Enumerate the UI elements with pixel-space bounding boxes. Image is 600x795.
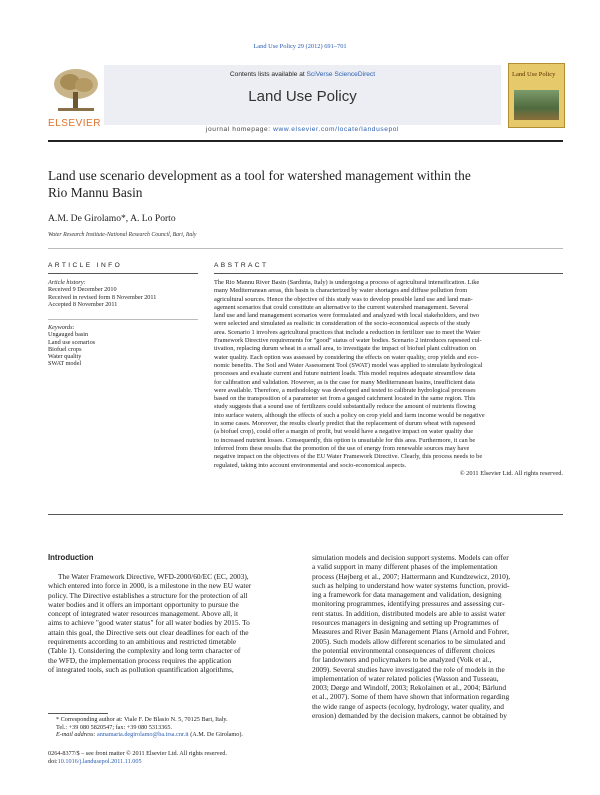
abstract-body bbox=[214, 279, 563, 478]
abstract-line: many Mediterranean areas, this basin is characterized by water shortages and diffuse pollution from bbox=[214, 287, 468, 295]
intro-line: requirements according to an ambitious and restricted timetable bbox=[48, 637, 237, 647]
footnote-tel: Tel.: +39 080 5820547; fax: +39 080 5313365. bbox=[56, 723, 173, 731]
intro-line: the wide range of aspects (ecology, hydrology, water quality, and bbox=[312, 701, 504, 711]
abstract-line: to increased nutrient losses. Consequently, this option is unsuitable for this area. Furthermore, it can be bbox=[214, 436, 476, 444]
history-received: Received 9 December 2010 bbox=[48, 286, 117, 294]
intro-line: such as helping to understand how water systems function, provid- bbox=[312, 580, 510, 590]
intro-line: monitoring programmes, identifying pressures and assessing cur- bbox=[312, 599, 505, 609]
abstract-line: processes and evaluate current and future nutrient loads. This model requires adequate streamflow data bbox=[214, 370, 476, 378]
article-history bbox=[48, 279, 198, 308]
intro-line: rent status. In addition, distributed models are able to assist water bbox=[312, 608, 506, 618]
journal-name: Land Use Policy bbox=[248, 88, 357, 105]
email-label: E-mail address: bbox=[56, 731, 98, 739]
intro-line: implementation of water related policies (Wasson and Tusseau, bbox=[312, 673, 499, 683]
intro-line: 2009). Several studies have investigated the role of models in the bbox=[312, 664, 505, 674]
cover-title: Land Use Policy bbox=[512, 71, 556, 78]
contents-text: Contents lists available at bbox=[229, 71, 307, 78]
email-link[interactable]: annamaria.degirolamo@ba.irsa.cnr.it bbox=[97, 731, 189, 739]
intro-line: the WFD, the implementation process requires the application bbox=[48, 655, 232, 665]
abstract-line: were available. Therefore, a methodology was developed and tested to calibrate hydrological processes bbox=[214, 386, 476, 394]
journal-reference: Land Use Policy 29 (2012) 691–701 bbox=[253, 43, 347, 50]
keyword-item: Land use scenarios bbox=[48, 338, 96, 346]
abstract-line: Framework Directive requirements for "good" status of water bodies. Scenario 2 introduces rapeseed cul- bbox=[214, 337, 482, 345]
issn-line: 0264-8377/$ – see front matter © 2011 Elsevier Ltd. All rights reserved. bbox=[48, 750, 227, 757]
article-title-line-1: Land use scenario development as a tool for watershed management within the bbox=[48, 168, 471, 183]
history-accepted: Accepted 8 November 2011 bbox=[48, 300, 118, 308]
abstract-line: regulated, taking into account environmental and socio-economical aspects. bbox=[214, 461, 407, 469]
intro-line: a valid support in many different phases of the implementation bbox=[312, 562, 498, 572]
history-revised: Received in revised form 8 November 2011 bbox=[48, 293, 157, 301]
intro-line: (Table 1). Considering the complexity and long term character of bbox=[48, 646, 241, 656]
journal-cover-thumbnail[interactable] bbox=[508, 63, 565, 128]
abstract-line: in some cases. Moreover, the results clearly predict that the replacement of durum wheat with rapeseed bbox=[214, 420, 476, 428]
abstract-line: nomic benefits. The Soil and Water Assessment Tool (SWAT) model was applied to simulate hydrological bbox=[214, 361, 483, 369]
intro-heading: Introduction bbox=[48, 553, 94, 562]
intro-right-column bbox=[312, 553, 563, 720]
abstract-line: water quality. Each option was assessed by considering the effects on water quality, crop yields and eco- bbox=[214, 353, 479, 361]
affiliation-rule bbox=[48, 248, 563, 249]
authors: A.M. De Girolamo*, A. Lo Porto bbox=[48, 213, 176, 224]
abstract-line: study suggests that a sound use of fertilizers could substantially reduce the amount of nutrients flowing bbox=[214, 403, 476, 411]
intro-line: water bodies and it offers an important opportunity to pursue the bbox=[48, 599, 239, 609]
front-matter bbox=[48, 750, 348, 765]
keywords-label: Keywords: bbox=[48, 324, 75, 331]
keyword-item: Ungauged basin bbox=[48, 331, 89, 339]
intro-line: which entered into force in 2000, is a milestone in the new EU water bbox=[48, 581, 252, 591]
abstract-line: for calibration and validation. However, as is the case for many Mediterranean basins, insufficient data bbox=[214, 378, 475, 386]
intro-line: ing a framework for data management and validation, designing bbox=[312, 590, 502, 600]
elsevier-wordmark: ELSEVIER bbox=[48, 118, 101, 129]
abstract-rule bbox=[214, 273, 563, 274]
article-title-line-2: Rio Mannu Basin bbox=[48, 185, 143, 200]
contents-line bbox=[104, 71, 501, 78]
abstract-line: agement scenarios that could constitute an alternative to the current watershed management. Several bbox=[214, 303, 469, 311]
homepage-link[interactable]: www.elsevier.com/locate/landusepol bbox=[273, 126, 400, 133]
intro-line: the potential environmental consequences of different choices bbox=[312, 645, 495, 655]
footnote-rule bbox=[48, 713, 108, 714]
intro-left-column bbox=[48, 572, 298, 674]
intro-line: process (Højberg et al., 2007; Hattermann and Kundzewicz, 2010), bbox=[312, 571, 511, 581]
intro-line: 2003; Dørge and Windolf, 2003; Rekolainen et al., 2004; Bärlund bbox=[312, 683, 507, 693]
article-info-heading: ARTICLE INFO bbox=[48, 262, 123, 269]
intro-line: The Water Framework Directive, WFD-2000/60/EC (EC, 2003), bbox=[58, 572, 249, 581]
intro-line: resources managers in designing and setting up Programmes of bbox=[312, 618, 499, 628]
intro-line: attain this goal, the Directive sets out clear deadlines for each of the bbox=[48, 627, 249, 637]
abstract-line: negative impact on the objectives of the EU Water Framework Directive. Clearly, this process needs to be bbox=[214, 453, 483, 461]
doi-link[interactable]: 10.1016/j.landusepol.2011.11.005 bbox=[57, 757, 142, 765]
intro-line: policy. The Directive establishes a structure for the protection of all bbox=[48, 590, 248, 600]
abstract-line: into surface waters, although the effects of such a policy on crop yield and farm income would be negative bbox=[214, 411, 485, 419]
intro-line: of integrated tools, such as pollution quantification algorithms, bbox=[48, 664, 234, 674]
keyword-item: Biofuel crops bbox=[48, 345, 82, 353]
doi-line bbox=[48, 758, 348, 766]
intro-line: et al., 2007). Some of them have shown that information regarding bbox=[312, 692, 510, 702]
history-rule bbox=[48, 319, 198, 320]
homepage-label: journal homepage: bbox=[205, 126, 274, 133]
email-suffix: (A.M. De Girolamo). bbox=[188, 731, 243, 739]
intro-line: aims to achieve "good water status" for all water bodies by 2015. To bbox=[48, 618, 250, 628]
abstract-heading: ABSTRACT bbox=[214, 262, 269, 269]
sciencedirect-link[interactable]: SciVerse ScienceDirect bbox=[306, 71, 376, 78]
abstract-line: area. Scenario 1 involves agricultural practices that include a reduction in fertilizer use to meet the Water bbox=[214, 328, 481, 336]
copyright: © 2011 Elsevier Ltd. All rights reserved. bbox=[459, 469, 563, 477]
affiliation: Water Research Institute-National Research Council, Bari, Italy bbox=[48, 232, 197, 238]
article-info-rule bbox=[48, 273, 198, 274]
cover-photo bbox=[514, 90, 559, 120]
header-rule bbox=[48, 140, 563, 142]
intro-line: simulation models and decision support systems. Models can offer bbox=[312, 553, 509, 562]
footnote-corresponding: * Corresponding author at: Viale F. De Blasio N. 5, 70125 Bari, Italy. bbox=[56, 716, 228, 723]
abstract-line: The Rio Mannu River Basin (Sardinia, Italy) is undergoing a process of agricultural intensification. Like bbox=[214, 279, 480, 286]
abstract-bottom-rule bbox=[48, 514, 563, 515]
homepage-line bbox=[104, 126, 501, 133]
keywords bbox=[48, 324, 198, 368]
abstract-line: inferred from these results that the promotion of the use of energy from renewable sources may have bbox=[214, 444, 470, 452]
abstract-line: (a biofuel crop), could offer a margin of profit, but would have a negative impact on water quality due bbox=[214, 428, 474, 436]
intro-line: 2005). Such models allow different scenarios to be simulated and bbox=[312, 636, 506, 646]
elsevier-tree-logo bbox=[48, 66, 104, 114]
keyword-item: Water quality bbox=[48, 353, 82, 361]
intro-line: concept of integrated water resources management. Above all, it bbox=[48, 609, 239, 619]
doi-label: doi: bbox=[48, 757, 58, 765]
article-title bbox=[48, 167, 471, 201]
abstract-line: tivation, replacing durum wheat in a small area, to investigate the impact of biofuel plant cultivation on bbox=[214, 345, 477, 353]
abstract-line: based on the transposition of a parameter set from a gauged catchment located in the same region. This bbox=[214, 395, 476, 403]
footnote-email bbox=[48, 731, 303, 739]
intro-line: Measures and River Basin Management Plans (Arnold and Fohrer, bbox=[312, 627, 509, 637]
keyword-item: SWAT model bbox=[48, 360, 82, 368]
footnotes bbox=[48, 716, 303, 739]
history-label: Article history: bbox=[48, 279, 86, 286]
abstract-line: land use and land management scenarios were formulated and analyzed with local stakeholders, and two bbox=[214, 312, 480, 320]
abstract-line: were selected and simulated as realistic in consideration of the socio-economical aspects of the study bbox=[214, 320, 471, 328]
abstract-line: agricultural sources. Hence the objective of this study was to develop possible land use and land man- bbox=[214, 295, 473, 303]
intro-line: for landowners and policymakers to be analyzed (Volk et al., bbox=[312, 655, 492, 665]
intro-line: erosion) demanded by the decision makers, cannot be obtained by bbox=[312, 711, 507, 721]
